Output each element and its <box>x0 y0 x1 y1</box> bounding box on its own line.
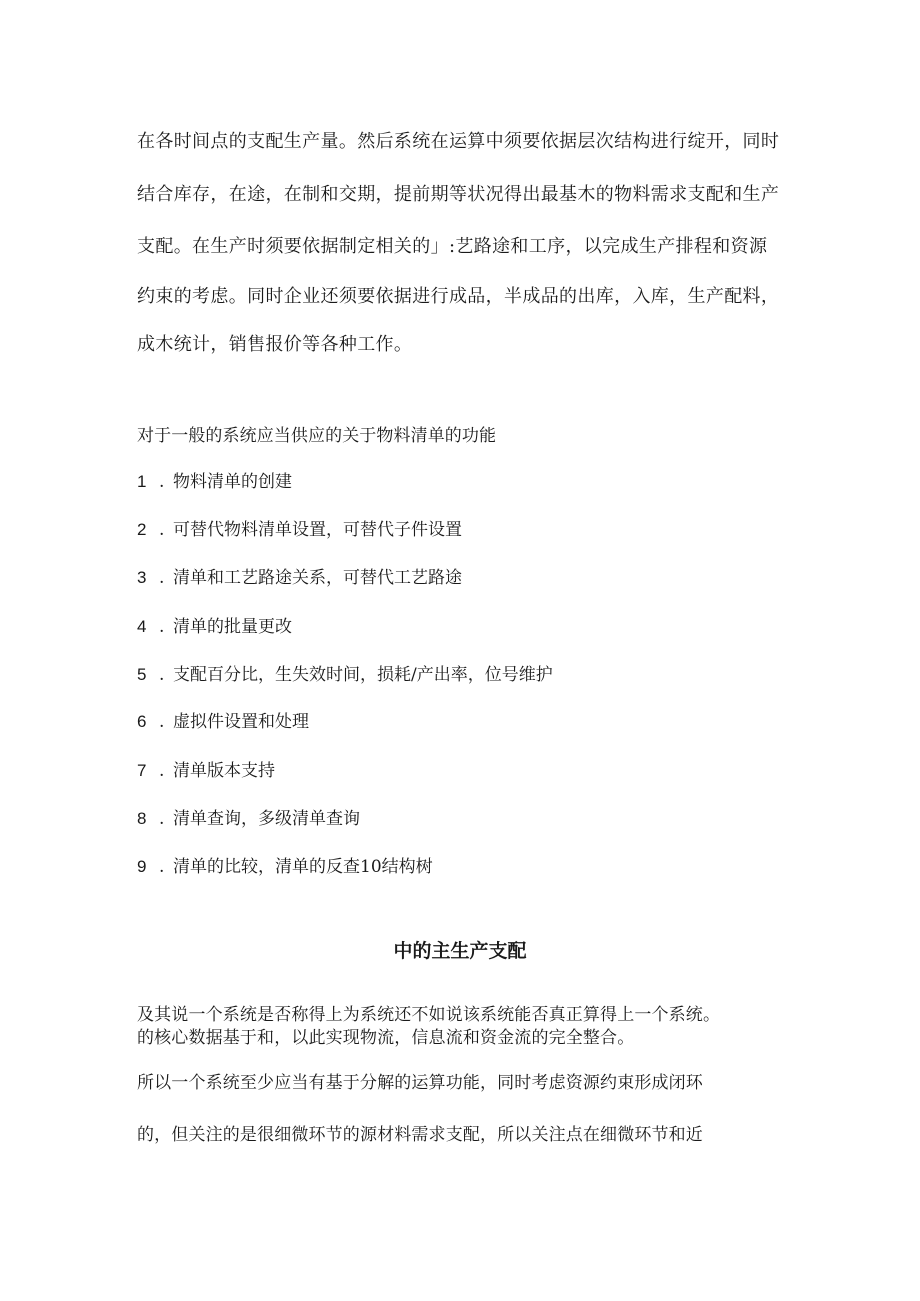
list-item-text: 清单查询，多级清单查询 <box>173 809 360 829</box>
list-item-separator: . <box>159 520 165 540</box>
list-item <box>137 566 462 590</box>
list-item-number: 7 <box>137 761 147 780</box>
list-item <box>137 470 292 494</box>
list-item-number: 2 <box>137 520 147 539</box>
list-item-number: 6 <box>137 712 147 731</box>
list-item-text: 清单版本支持 <box>173 761 275 781</box>
list-item <box>137 807 360 831</box>
list-item-separator: . <box>159 617 165 637</box>
list-item-number: 5 <box>137 665 147 684</box>
list-item <box>137 710 309 734</box>
list-item-number: 4 <box>137 617 147 636</box>
intro-paragraph-line: 在各时间点的支配生产量。然后系统在运算中须要依据层次结构进行绽开，同时 <box>137 131 780 152</box>
list-item-separator: . <box>159 472 165 492</box>
list-item <box>137 759 275 783</box>
list-item <box>137 663 553 687</box>
list-item-separator: . <box>159 712 165 732</box>
list-item-number: 8 <box>137 809 147 828</box>
intro-paragraph-line: 支配。在生产时须要依据制定相关的」:艺路途和工序，以完成生产排程和资源 <box>137 236 768 257</box>
list-intro: 对于一般的系统应当供应的关于物料清单的功能 <box>137 426 497 446</box>
list-item-separator: . <box>159 568 165 588</box>
section-paragraph-line: 所以一个系统至少应当有基于分解的运算功能，同时考虑资源约束形成闭环 <box>137 1073 703 1093</box>
list-item-text: 清单和工艺路途关系，可替代工艺路途 <box>173 568 462 588</box>
section-paragraph-line: 的核心数据基于和，以此实现物流，信息流和资金流的完全整合。 <box>137 1028 635 1048</box>
list-item-text: 支配百分比，生失效时间，损耗/产出率，位号维护 <box>173 665 553 685</box>
list-item-number: 1 <box>137 472 147 491</box>
section-paragraph-line: 的，但关注的是很细微环节的源材料需求支配，所以关注点在细微环节和近 <box>137 1125 703 1145</box>
intro-paragraph-line: 结合库存，在途，在制和交期，提前期等状况得出最基木的物料需求支配和生产 <box>137 184 780 205</box>
section-paragraph-line: 及其说一个系统是否称得上为系统还不如说该系统能否真正算得上一个系统。 <box>137 1005 721 1025</box>
list-item-text: 可替代物料清单设置，可替代子件设置 <box>173 520 462 540</box>
intro-paragraph-line: 约束的考虑。同时企业还须要依据进行成品，半成品的出库，入库，生产配料， <box>137 286 780 307</box>
list-item-text: 物料清单的创建 <box>173 472 292 492</box>
section-heading: 中的主生产支配 <box>393 940 527 962</box>
list-item-separator: . <box>159 809 165 829</box>
list-item-separator: . <box>159 761 165 781</box>
list-item <box>137 855 433 879</box>
list-item-text: 清单的批量更改 <box>173 617 292 637</box>
list-item-separator: . <box>159 665 165 685</box>
list-item-text: 虚拟件设置和处理 <box>173 712 309 732</box>
list-item-separator: . <box>159 857 165 877</box>
list-item <box>137 518 462 542</box>
list-item-number: 9 <box>137 857 147 876</box>
list-item-text: 清单的比较，清单的反查10结构树 <box>173 857 433 877</box>
intro-paragraph-line: 成木统计，销售报价等各种工作。 <box>137 334 413 355</box>
list-item <box>137 615 292 639</box>
list-item-number: 3 <box>137 568 147 587</box>
